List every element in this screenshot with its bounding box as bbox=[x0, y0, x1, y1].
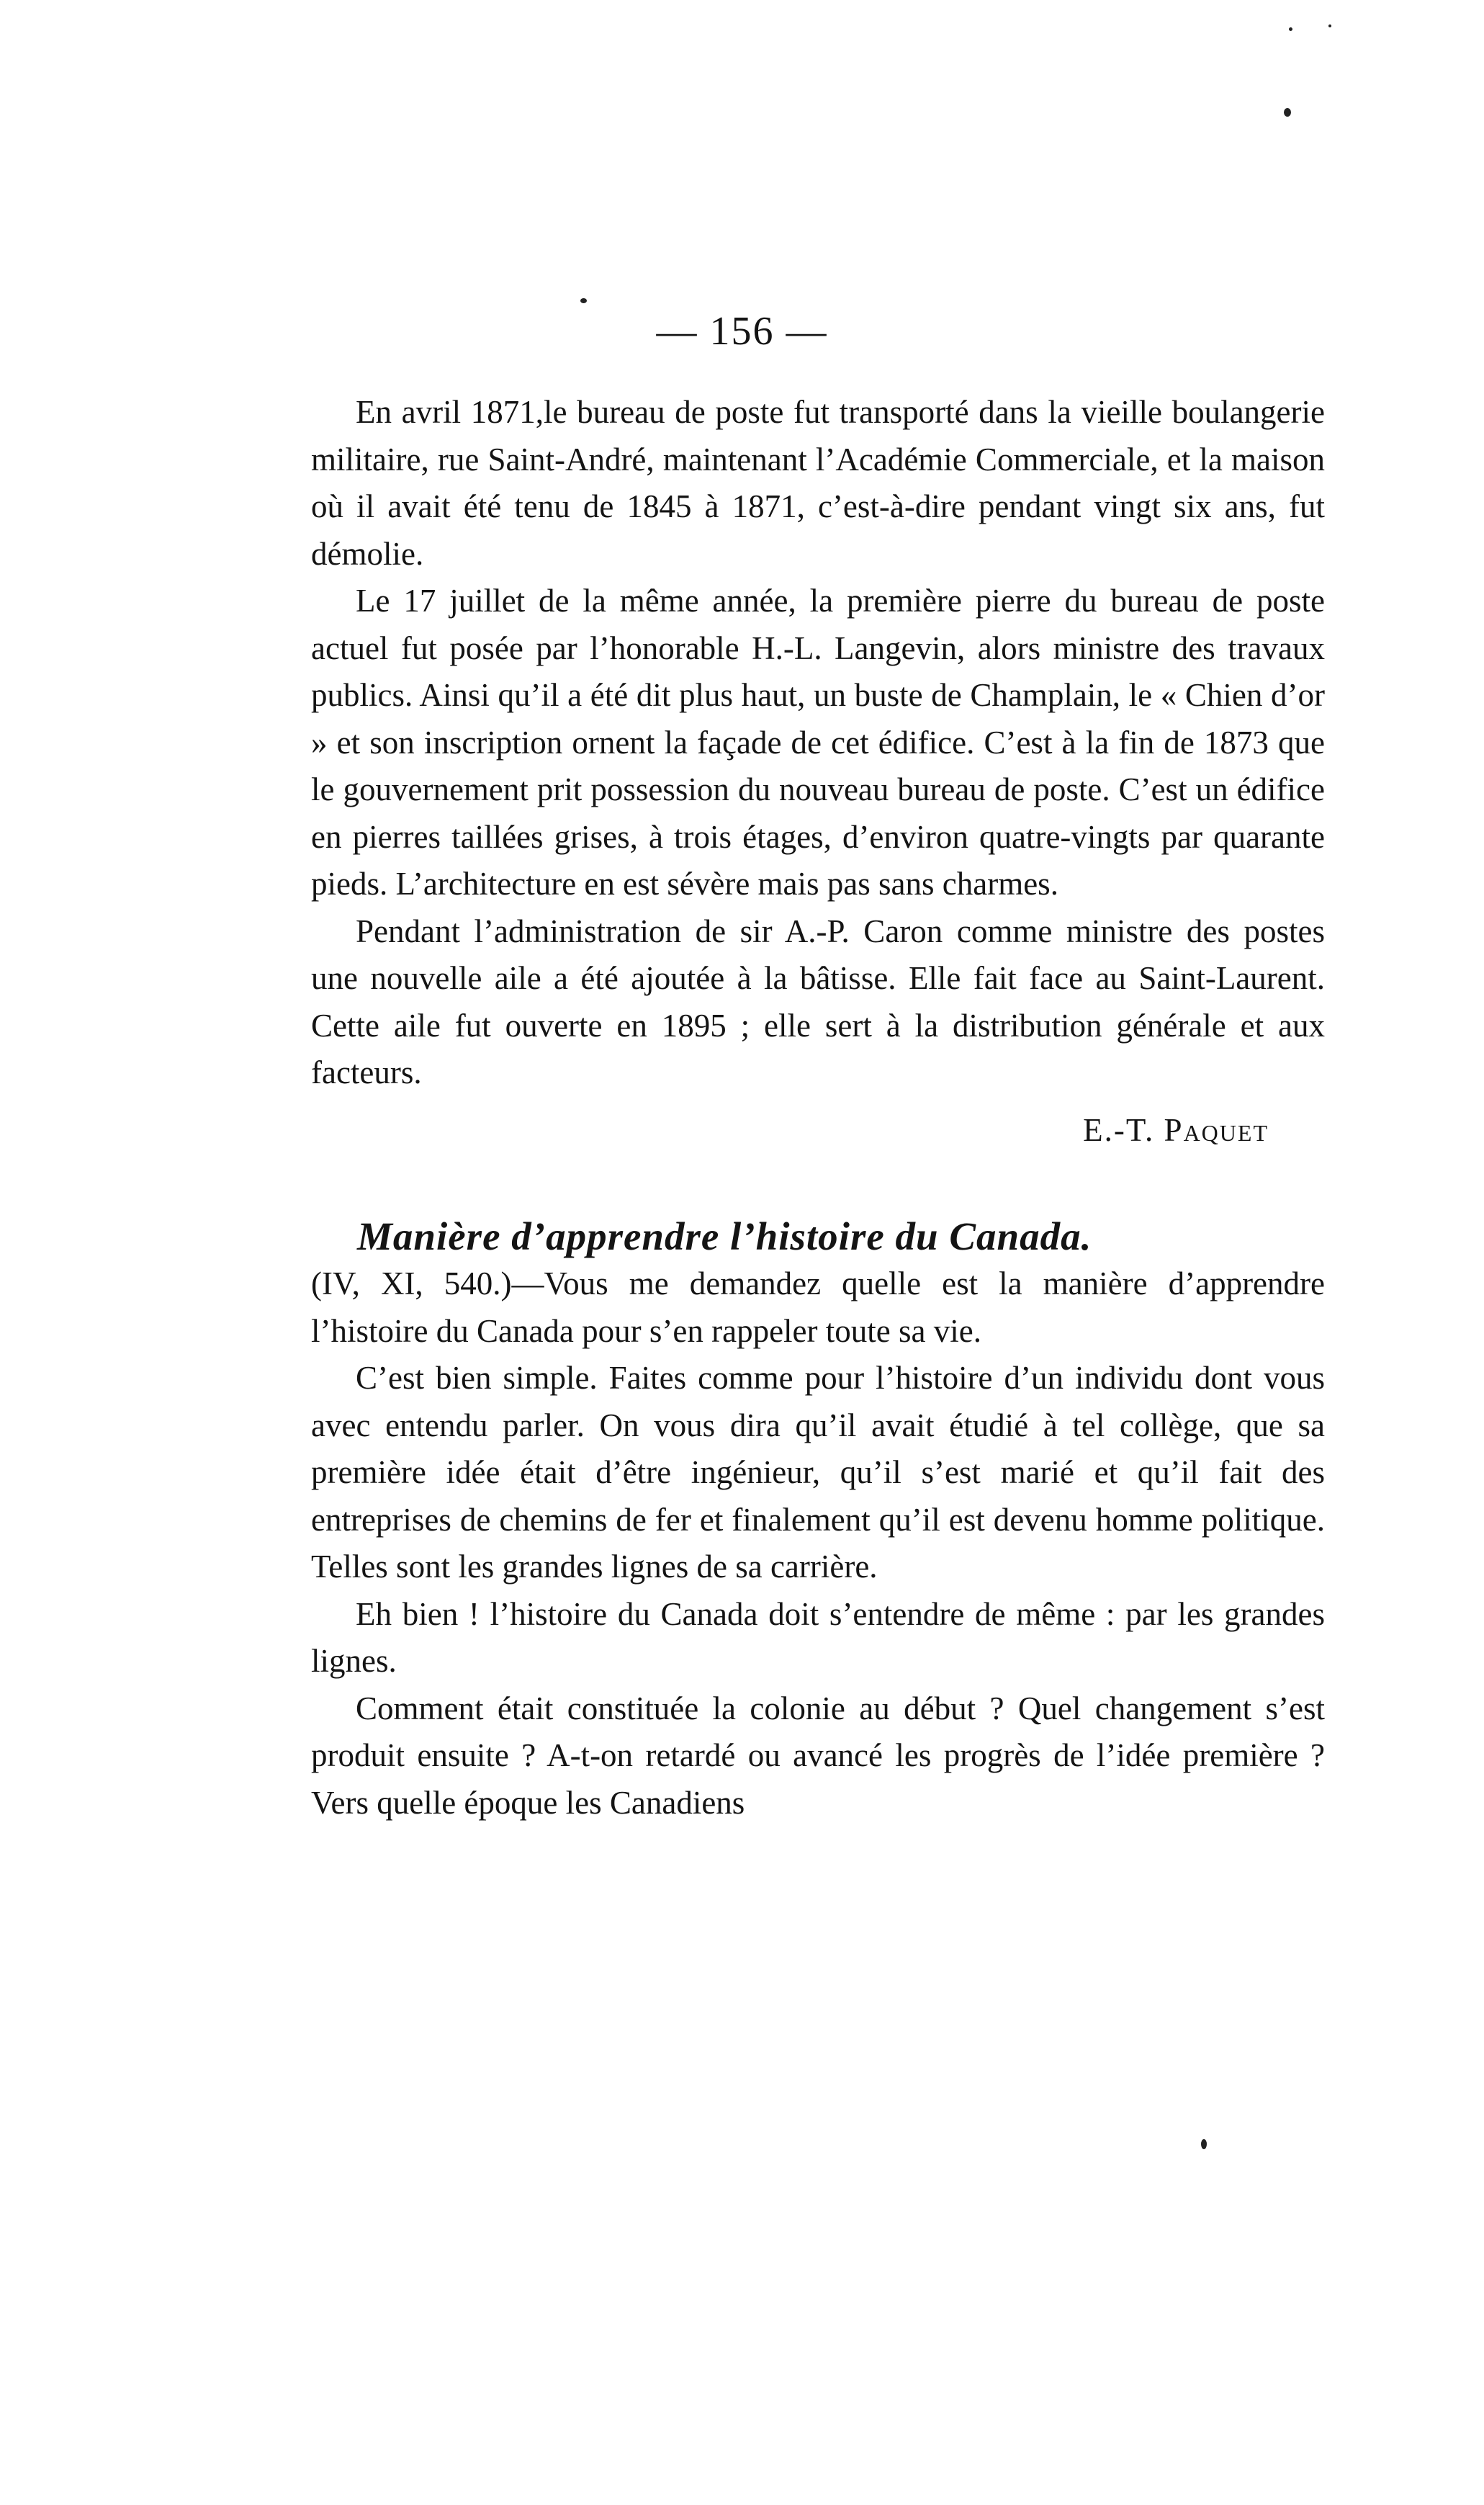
scan-speck bbox=[580, 298, 587, 303]
article2-paragraph: C’est bien simple. Faites comme pour l’histoire d’un individu dont vous avec entendu parler. On vous dira qu’il avait étudié à tel collège, que sa première idée était d’être ingénieur, qu’il s’est marié et qu’il fait des entreprises de chemins de fer et finalement qu’il est devenu homme politique. Telles sont les grandes lignes de sa carrière. bbox=[311, 1360, 1325, 1585]
page-number: — 156 — bbox=[656, 309, 828, 354]
article1-paragraph: En avril 1871,le bureau de poste fut transporté dans la vieille boulangerie militaire, rue Saint-André, maintenant l’Académie Commerciale, et la maison où il avait été tenu de 1845 à 1871, c’est-à-dire pendant vingt six ans, fut démolie. bbox=[311, 394, 1325, 572]
author-signature: E.-T. Paquet bbox=[1083, 1111, 1269, 1148]
article2-paragraph: Comment était constituée la colonie au début ? Quel changement s’est produit ensuite ? A-t-on retardé ou avancé les progrès de l’idée première ? Vers quelle époque les Canadiens bbox=[311, 1690, 1325, 1821]
scan-speck bbox=[1284, 108, 1291, 117]
article1-paragraph: Le 17 juillet de la même année, la première pierre du bureau de poste actuel fut posée par l’honorable H.-L. Langevin, alors ministre des travaux publics. Ainsi qu’il a été dit plus haut, un buste de Champlain, le « Chien d’or » et son inscription ornent la façade de cet édifice. C’est à la fin de 1873 que le gouvernement prit possession du nouveau bureau de poste. C’est un édifice en pierres taillées grises, à trois étages, d’environ quatre-vingts par quarante pieds. L’architecture en est sévère mais pas sans charmes. bbox=[311, 583, 1325, 902]
scan-speck bbox=[1289, 27, 1292, 31]
article2-paragraph: Eh bien ! l’histoire du Canada doit s’entendre de même : par les grandes lignes. bbox=[311, 1595, 1325, 1679]
scan-speck bbox=[1201, 2139, 1207, 2149]
section-title: Manière d’apprendre l’histoire du Canada. bbox=[357, 1214, 1092, 1258]
article2-paragraph: (IV, XI, 540.)—Vous me demandez quelle est la manière d’apprendre l’histoire du Canada pour s’en rappeler toute sa vie. bbox=[311, 1265, 1325, 1349]
article1-paragraph: Pendant l’administration de sir A.-P. Caron comme ministre des postes une nouvelle aile a été ajoutée à la bâtisse. Elle fait face au Saint-Laurent. Cette aile fut ouverte en 1895 ; elle sert à la distribution générale et aux facteurs. bbox=[311, 913, 1325, 1090]
page-body bbox=[311, 389, 1325, 1827]
scan-speck bbox=[1328, 24, 1331, 27]
